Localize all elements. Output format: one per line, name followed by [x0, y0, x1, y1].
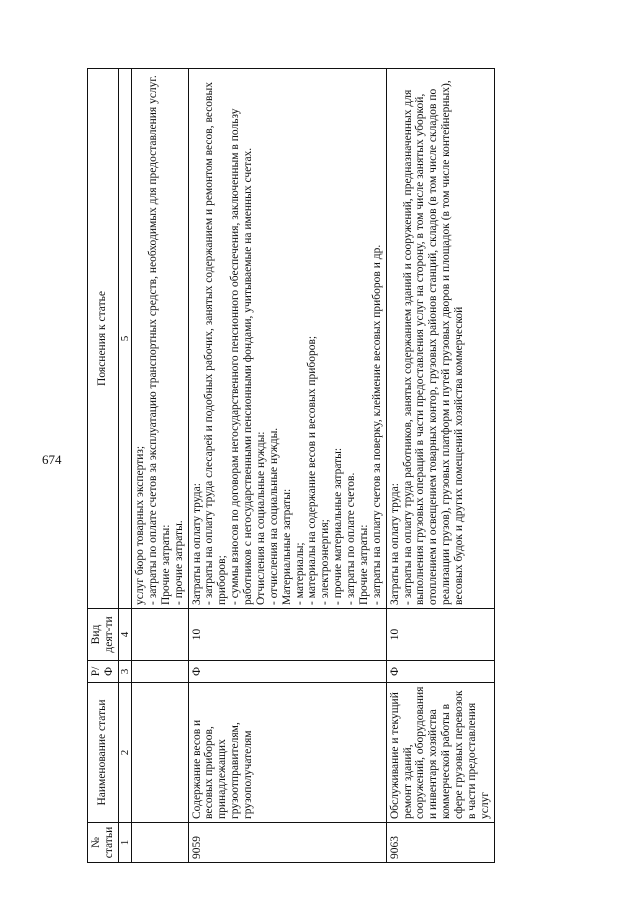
explanation-line: - отчисления на социальные нужды.	[267, 427, 280, 605]
article-number	[132, 823, 189, 863]
explanation-line: Затраты на оплату труда:	[190, 483, 203, 605]
col-number: 4	[118, 609, 131, 661]
explanation-line: - прочие затраты.	[172, 520, 185, 605]
header-explanation: Пояснения к статье	[88, 69, 119, 609]
header-number: № статьи	[88, 823, 119, 863]
header-row	[88, 69, 119, 863]
article-name	[132, 683, 189, 823]
page-number: 674	[42, 452, 62, 467]
article-number: 9063	[386, 823, 494, 863]
explanation-line: Прочие затраты:	[159, 524, 172, 605]
header-rf: Р/Ф	[88, 661, 119, 683]
explanation-line: - затраты на оплату счетов за поверку, клеймение весовых приборов и др.	[370, 244, 383, 605]
col-number: 1	[118, 823, 131, 863]
article-activity: 10	[188, 609, 386, 661]
explanation-line: Прочие затраты:	[357, 524, 370, 605]
article-explanation	[386, 69, 494, 609]
explanation-line: - материалы;	[293, 542, 306, 605]
explanation-line: - затраты на оплату труда слесарей и подобных рабочих, занятых содержанием и ремонтом весов, весовых приборов;	[203, 82, 229, 605]
col-number: 5	[118, 69, 131, 609]
header-activity: Вид деят-ти	[88, 609, 119, 661]
explanation-line: услуг бюро товарных экспертиз;	[134, 445, 147, 605]
explanation-line: - материалы на содержание весов и весовых приборов;	[306, 335, 319, 605]
explanation-line: - затраты по оплате счетов.	[345, 472, 358, 605]
explanation-line: Отчисления на социальные нужды:	[254, 431, 267, 605]
article-activity: 10	[386, 609, 494, 661]
explanation-line: - затраты на оплату труда работников, занятых содержанием зданий и сооружений, предназначенных для выполнения грузовых операций в части предоставления услуг на сторону, в том числе занятых уборкой, отоплением и освещением товарных контор, грузовых районов станций, складов (в том числе складов по реализации грузов), грузовых платформ и путей грузовых дворов и площадок (в том числе контейнерных), весовых будок и других помещений хозяйства коммерческой	[401, 80, 466, 605]
article-name	[188, 683, 386, 823]
article-activity	[132, 609, 189, 661]
explanation-line: Материальные затраты:	[280, 488, 293, 605]
article-number: 9059	[188, 823, 386, 863]
article-rf	[132, 661, 189, 683]
article-explanation	[132, 69, 189, 609]
explanation-line: - затраты по оплате счетов за эксплуатацию транспортных средств, необходимых для предоставления услуг.	[146, 75, 159, 605]
article-name-line: Обслуживание и текущий ремонт зданий, сооружений, оборудования и инвентаря хозяйства коммерческой работы в сфере грузовых перевозок в части предоставления услуг	[388, 686, 491, 819]
explanation-line: - суммы взносов по договорам негосударственного пенсионного обеспечения, заключенным в пользу работников с негосударственными пенсионными фондами, учитываемые на именных счетах.	[229, 108, 255, 605]
col-number: 2	[118, 683, 131, 823]
rotated-page	[87, 68, 542, 863]
col-number: 3	[118, 661, 131, 683]
explanation-line: Затраты на оплату труда:	[388, 483, 401, 605]
header-name: Наименование статьи	[88, 683, 119, 823]
table-row	[132, 69, 189, 863]
column-numbers-row	[118, 69, 131, 863]
explanation-line: - прочие материальные затраты:	[332, 447, 345, 605]
article-rf: Ф	[188, 661, 386, 683]
articles-table	[87, 68, 495, 863]
article-name-line: Содержание весов и весовых приборов, принадлежащих грузоотправителям, грузополучателям	[190, 719, 255, 819]
table-body	[132, 69, 495, 863]
table-row	[188, 69, 386, 863]
table-row	[386, 69, 494, 863]
rotated-table-wrapper	[87, 68, 542, 863]
article-explanation	[188, 69, 386, 609]
article-rf: Ф	[386, 661, 494, 683]
article-name	[386, 683, 494, 823]
explanation-line: - электроэнергия;	[319, 519, 332, 605]
